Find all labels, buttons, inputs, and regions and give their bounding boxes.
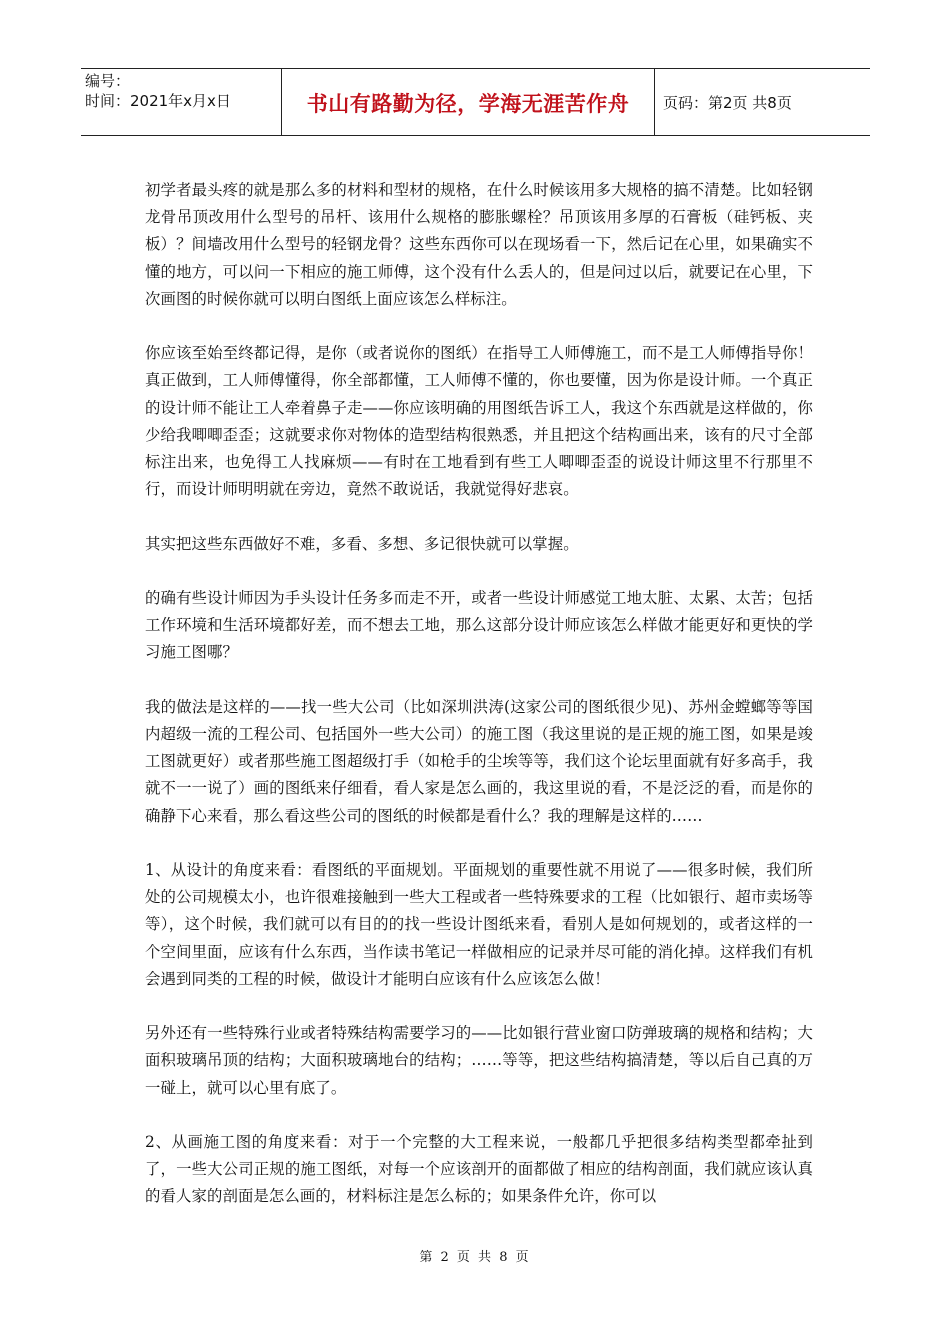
paragraph-1: 初学者最头疼的就是那么多的材料和型材的规格，在什么时候该用多大规格的搞不清楚。比如轻钢龙骨吊顶改用什么型号的吊杆、该用什么规格的膨胀螺栓？吊顶该用多厚的石膏板（硅钙板、夹板）？间墙改用什么型号的轻钢龙骨？这些东西你可以在现场看一下，然后记在心里，如果确实不懂的地方，可以问一下相应的施工师傅，这个没有什么丢人的，但是问过以后，就要记在心里，下次画图的时候你就可以明白图纸上面应该怎么样标注。 bbox=[145, 181, 813, 308]
paragraph-6: 1、从设计的角度来看：看图纸的平面规划。平面规划的重要性就不用说了——很多时候，我们所处的公司规模太小，也许很难接触到一些大工程或者一些特殊要求的工程（比如银行、超市卖场等等），这个时候，我们就可以有目的的找一些设计图纸来看，看别人是如何规划的，或者这样的一个空间里面，应该有什么东西，当作读书笔记一样做相应的记录并尽可能的消化掉。这样我们有机会遇到同类的工程的时候，做设计才能明白应该有什么应该怎么做！ bbox=[145, 861, 813, 988]
document-date: 时间：2021年x月x日 bbox=[85, 92, 231, 110]
header-motto: 书山有路勤为径，学海无涯苦作舟 bbox=[306, 92, 630, 116]
document-number-label: 编号： bbox=[85, 72, 131, 90]
header-page-info: 页码：第2页 共8页 bbox=[663, 93, 792, 112]
page-footer: 第 2 页 共 8 页 bbox=[419, 1250, 531, 1265]
paragraph-2: 你应该至始至终都记得，是你（或者说你的图纸）在指导工人师傅施工，而不是工人师傅指导你！真正做到，工人师傅懂得，你全部都懂，工人师傅不懂的，你也要懂，因为你是设计师。一个真正的设计师不能让工人牵着鼻子走——你应该明确的用图纸告诉工人，我这个东西就是这样做的，你少给我唧唧歪歪；这就要求你对物体的造型结构很熟悉，并且把这个结构画出来，该有的尺寸全部标注出来，也免得工人找麻烦——有时在工地看到有些工人唧唧歪歪的说设计师这里不行那里不行，而设计师明明就在旁边，竟然不敢说话，我就觉得好悲哀。 bbox=[145, 344, 813, 499]
paragraph-3: 其实把这些东西做好不难，多看、多想、多记很快就可以掌握。 bbox=[145, 534, 579, 553]
document-body bbox=[145, 177, 813, 1238]
paragraph-5: 我的做法是这样的——找一些大公司（比如深圳洪涛(这家公司的图纸很少见)、苏州金螳螂等等国内超级一流的工程公司、包括国外一些大公司）的施工图（我这里说的是正规的施工图，如果是竣工图就更好）或者那些施工图超级打手（如枪手的尘埃等等，我们这个论坛里面就有好多高手，我就不一一说了）画的图纸来仔细看，看人家是怎么画的，我这里说的看，不是泛泛的看，而是你的确静下心来看，那么看这些公司的图纸的时候都是看什么？我的理解是这样的…… bbox=[145, 697, 813, 825]
header-page-cell bbox=[655, 69, 870, 135]
paragraph-8: 2、从画施工图的角度来看：对于一个完整的大工程来说，一般都几乎把很多结构类型都牵扯到了，一些大公司正规的施工图纸，对每一个应该剖开的面都做了相应的结构剖面，我们就应该认真的看人家的剖面是怎么画的，材料标注是怎么标的；如果条件允许，你可以 bbox=[145, 1133, 813, 1206]
document-header bbox=[81, 68, 870, 136]
paragraph-7: 另外还有一些特殊行业或者特殊结构需要学习的——比如银行营业窗口防弹玻璃的规格和结构；大面积玻璃吊顶的结构；大面积玻璃地台的结构；……等等，把这些结构搞清楚，等以后自己真的万一碰上，就可以心里有底了。 bbox=[145, 1024, 813, 1097]
paragraph-4: 的确有些设计师因为手头设计任务多而走不开，或者一些设计师感觉工地太脏、太累、太苦；包括工作环境和生活环境都好差，而不想去工地，那么这部分设计师应该怎么样做才能更好和更快的学习施工图哪？ bbox=[145, 589, 813, 662]
header-meta-cell bbox=[81, 69, 282, 135]
header-motto-cell bbox=[282, 69, 655, 135]
